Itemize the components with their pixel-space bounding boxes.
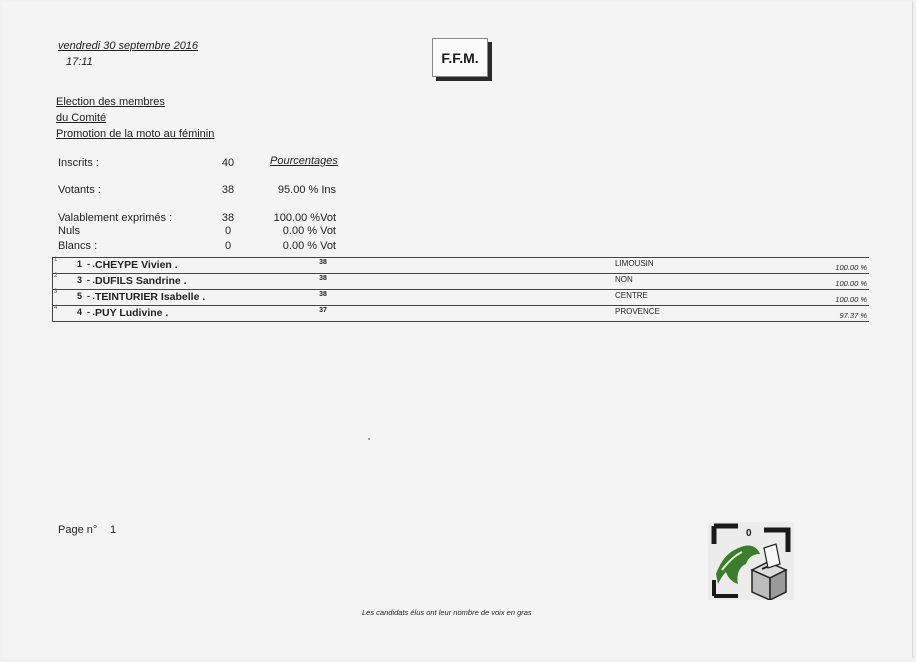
blancs-value: 0	[224, 240, 232, 252]
blancs-label: Blancs :	[58, 240, 98, 252]
candidate-row	[53, 274, 869, 290]
row-mark: 3	[54, 289, 58, 295]
report-page	[2, 2, 913, 658]
candidate-row	[53, 290, 869, 306]
candidate-pct: 97.37 %	[839, 311, 867, 320]
ffm-logo-text: F.F.M.	[441, 49, 479, 66]
row-mark: 1	[54, 257, 58, 263]
candidate-separator: - .	[87, 307, 95, 317]
candidate-separator: - .	[87, 291, 95, 301]
row-mark: 4	[54, 305, 58, 311]
nuls-pct: 0.00 % Vot	[282, 225, 336, 237]
candidate-votes: 37	[319, 307, 327, 314]
inscrits-label: Inscrits :	[58, 157, 99, 169]
candidate-name: PUY Ludivine .	[95, 307, 169, 319]
candidate-name: TEINTURIER Isabelle .	[95, 291, 206, 303]
candidate-votes: 38	[319, 291, 327, 298]
candidate-pct: 100.00 %	[835, 279, 867, 288]
candidate-votes: 38	[319, 259, 327, 266]
election-title-line-2: du Comité	[56, 112, 107, 124]
blancs-pct: 0.00 % Vot	[282, 240, 336, 252]
candidates-table	[52, 257, 869, 322]
candidate-number: 3	[77, 275, 83, 285]
ffm-logo	[432, 38, 488, 77]
candidate-votes: 38	[319, 275, 327, 282]
row-mark: 2	[54, 273, 58, 279]
votants-label: Votants :	[58, 184, 101, 196]
candidate-region: NON	[615, 275, 633, 284]
nuls-label: Nuls	[58, 225, 81, 237]
candidate-row	[53, 306, 869, 322]
votants-value: 38	[221, 184, 235, 196]
report-date: vendredi 30 septembre 2016	[58, 40, 199, 52]
candidate-pct: 100.00 %	[835, 263, 867, 272]
election-title-line-1: Election des membres	[56, 96, 165, 108]
candidate-pct: 100.00 %	[835, 295, 867, 304]
ballot-box-logo-icon	[708, 522, 794, 600]
votants-pct: 95.00 % Ins	[277, 184, 336, 196]
candidate-row	[53, 258, 869, 274]
exprimes-pct: 100.00 %Vot	[273, 212, 336, 224]
candidate-region: CENTRE	[615, 291, 648, 300]
footer-note: Les candidats élus ont leur nombre de voix en gras	[362, 608, 532, 617]
election-title-line-3: Promotion de la moto au féminin	[56, 128, 215, 140]
page-label: Page n°	[58, 524, 98, 536]
candidate-number: 5	[77, 291, 83, 301]
percentages-header: Pourcentages	[270, 155, 338, 167]
svg-text:0: 0	[746, 528, 752, 539]
candidate-number: 1	[77, 259, 83, 269]
exprimes-label: Valablement exprimés :	[58, 212, 173, 224]
inscrits-value: 40	[221, 157, 235, 169]
candidate-separator: - .	[87, 275, 95, 285]
page-number: 1	[110, 524, 117, 536]
candidate-name: CHEYPE Vivien .	[95, 259, 178, 271]
candidate-name: DUFILS Sandrine .	[95, 275, 187, 287]
exprimes-value: 38	[221, 212, 235, 224]
report-time: 17:11	[66, 56, 93, 68]
candidate-region: PROVENCE	[615, 307, 660, 316]
candidate-region: LIMOUSIN	[615, 259, 654, 268]
candidate-number: 4	[77, 307, 83, 317]
nuls-value: 0	[224, 225, 232, 237]
scan-speck	[368, 438, 370, 440]
candidate-separator: - .	[87, 259, 95, 269]
